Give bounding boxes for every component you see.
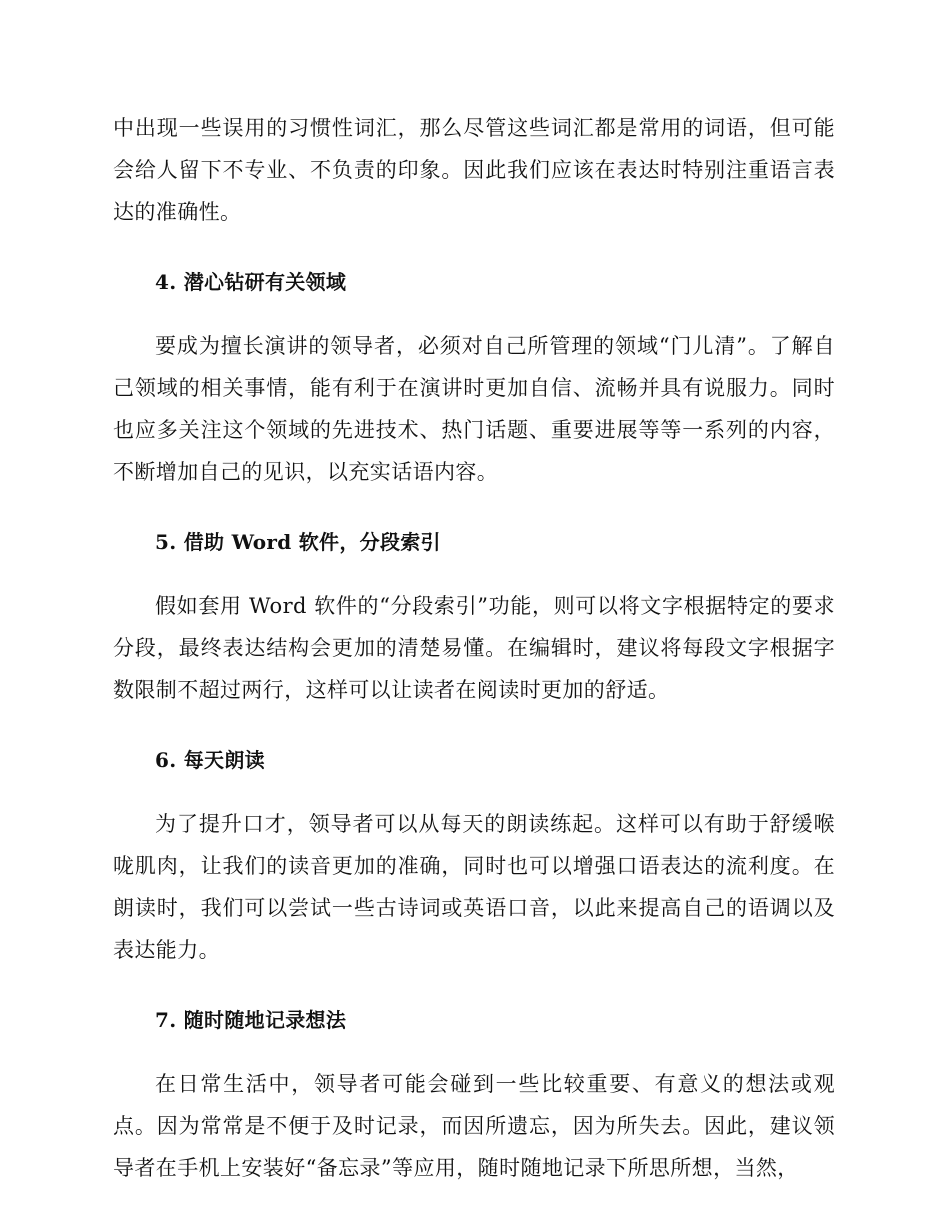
paragraph-section-5: 假如套用 Word 软件的“分段索引”功能，则可以将文字根据特定的要求分段，最终表达结构会更加的清楚易懂。在编辑时，建议将每段文字根据字数限制不超过两行，这样可以让读者在阅读时更加的舒适。 xyxy=(113,594,835,702)
paragraph-continued: 中出现一些误用的习惯性词汇，那么尽管这些词汇都是常用的词语，但可能会给人留下不专业、不负责的印象。因此我们应该在表达时特别注重语言表达的准确性。 xyxy=(113,116,835,224)
section-heading-4: 4. 潜心钻研有关领域 xyxy=(155,270,347,294)
section-heading-6: 6. 每天朗读 xyxy=(155,748,265,772)
section-heading-5: 5. 借助 Word 软件，分段索引 xyxy=(155,530,441,554)
paragraph-section-7: 在日常生活中，领导者可能会碰到一些比较重要、有意义的想法或观点。因为常常是不便于及时记录，而因所遗忘，因为所失去。因此，建议领导者在手机上安装好“备忘录”等应用，随时随地记录下所思所想，当然， xyxy=(113,1072,835,1180)
section-heading-7: 7. 随时随地记录想法 xyxy=(155,1008,347,1032)
paragraph-section-4: 要成为擅长演讲的领导者，必须对自己所管理的领域“门儿清”。了解自己领域的相关事情，能有利于在演讲时更加自信、流畅并具有说服力。同时也应多关注这个领域的先进技术、热门话题、重要进展等等一系列的内容，不断增加自己的见识，以充实话语内容。 xyxy=(113,334,835,484)
paragraph-section-6: 为了提升口才，领导者可以从每天的朗读练起。这样可以有助于舒缓喉咙肌肉，让我们的读音更加的准确，同时也可以增强口语表达的流利度。在朗读时，我们可以尝试一些古诗词或英语口音，以此来提高自己的语调以及表达能力。 xyxy=(113,812,835,962)
document-page xyxy=(113,107,835,1189)
